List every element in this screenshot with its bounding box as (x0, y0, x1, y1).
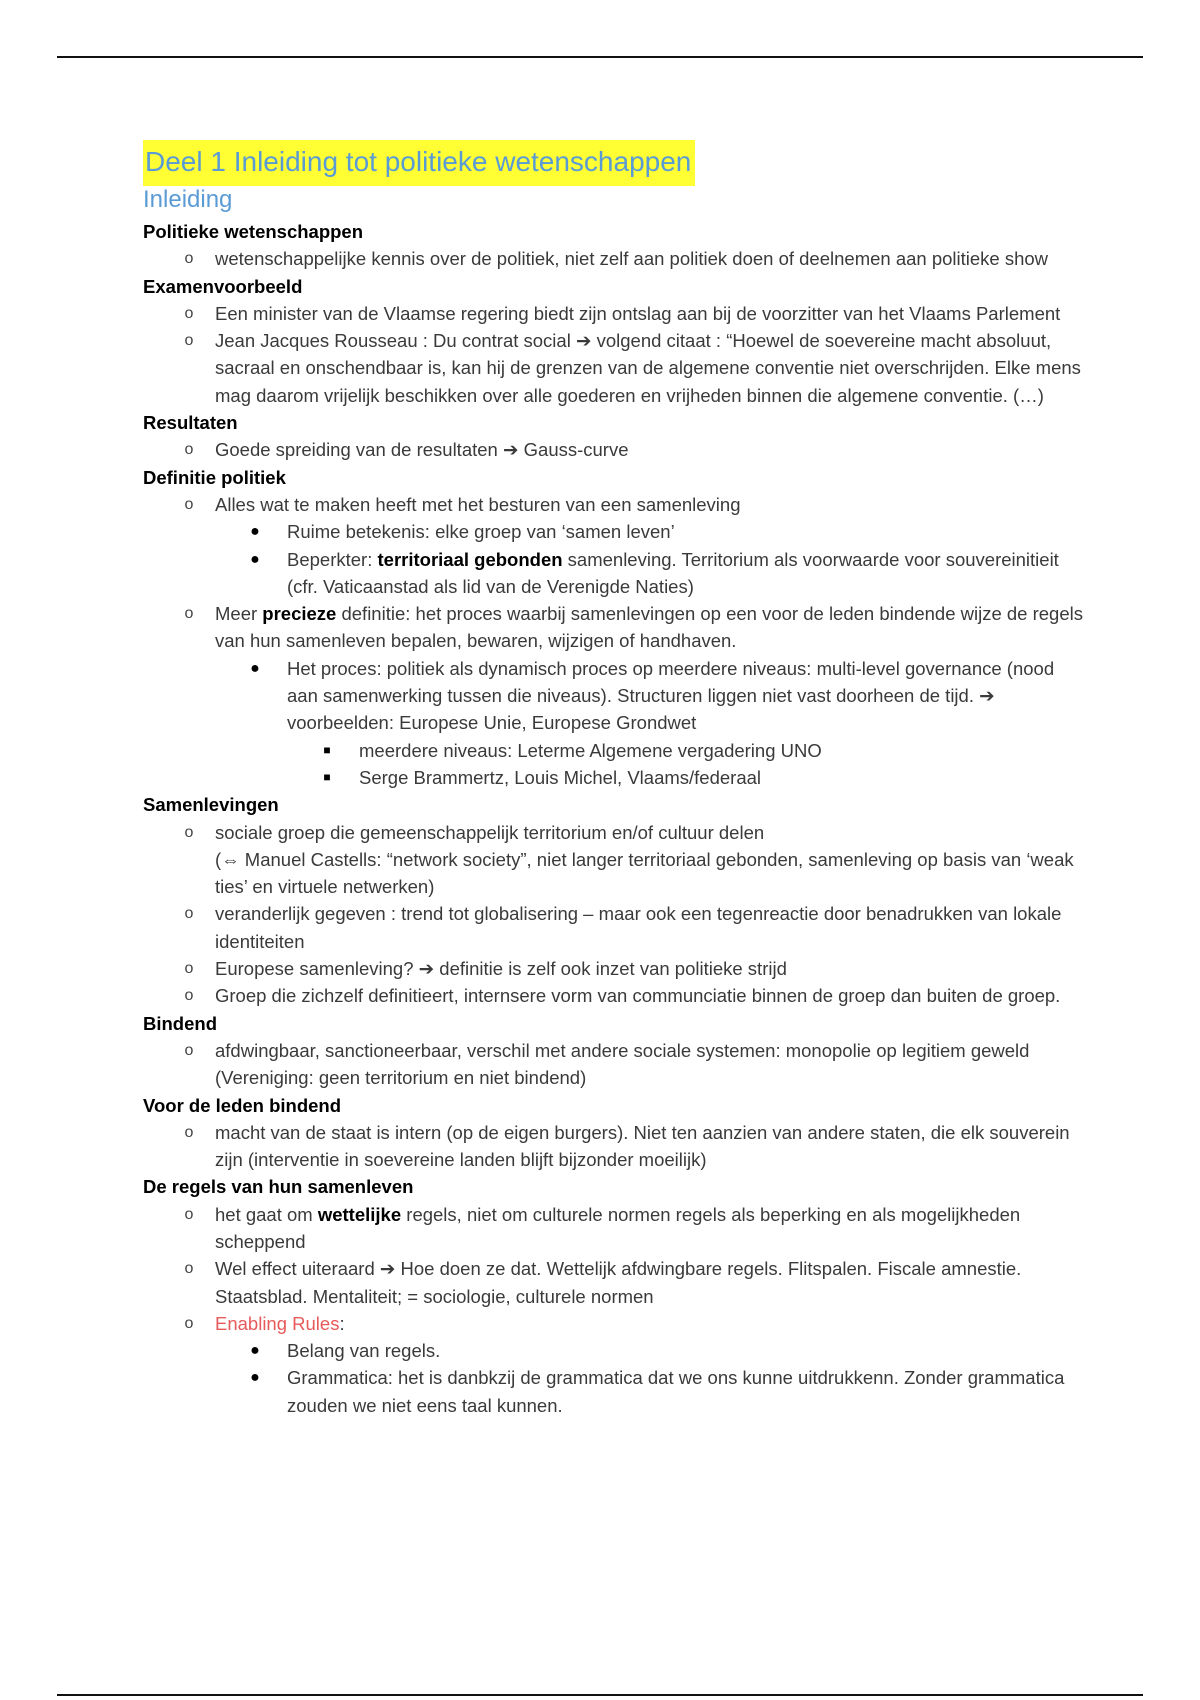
item-text: voorbeelden: Europese Unie, Europese Grondwet (287, 712, 697, 734)
arrow-right-icon: ➔ (502, 439, 519, 461)
item-text: Het proces: politiek als dynamisch proces op meerdere niveaus: multi-level governance (nood aan samenwerking tussen die niveaus). Structuren liggen niet vast doorheen de tijd. (287, 657, 1055, 707)
circle-bullet-icon: o (184, 605, 194, 623)
item-text: macht van de staat is intern (op de eigen burgers). Niet ten aanzien van andere staten, die elk souverein zijn (interventie in soevereine landen blijft bijzonder moeilijk) (215, 1121, 1070, 1171)
item-text: definitie is zelf ook inzet van politieke strijd (434, 958, 787, 980)
circle-bullet-icon: o (184, 823, 194, 841)
circle-bullet-icon: o (184, 1123, 194, 1141)
item-text: Ruime betekenis: elke groep van ‘samen leven’ (287, 521, 675, 543)
emphasis-text: wettelijke (317, 1203, 402, 1225)
circle-bullet-icon: o (184, 1041, 194, 1059)
heading-resultaten: Resultaten (143, 412, 238, 434)
list-item (143, 436, 1083, 463)
list-item (143, 955, 1083, 982)
list-item (143, 1255, 1083, 1310)
circle-bullet-icon: o (184, 250, 194, 268)
heading-de-regels-van-hun-samenleven: De regels van hun samenleven (143, 1176, 414, 1198)
heading-voor-de-leden-bindend: Voor de leden bindend (143, 1094, 342, 1116)
emphasis-text: territoriaal gebonden (377, 548, 563, 570)
list-item (143, 300, 1083, 327)
list-item (143, 245, 1083, 272)
list-item (215, 546, 1083, 601)
list-item (215, 518, 1083, 545)
list-item (143, 1119, 1083, 1174)
item-text: Groep die zichzelf definitieert, internsere vorm van communciatie binnen de groep dan buiten de groep. (215, 985, 1061, 1007)
arrow-right-icon: ➔ (379, 1258, 396, 1280)
list (143, 819, 1083, 1010)
sublist (215, 1337, 1083, 1419)
list-item (143, 1201, 1083, 1256)
item-text: het gaat om (215, 1203, 318, 1225)
disc-bullet-icon: ● (250, 659, 260, 677)
item-text: wetenschappelijke kennis over de politiek, niet zelf aan politiek doen of deelnemen aan politieke show (215, 248, 1049, 270)
item-text: regels, niet om culturele normen regels als beperking en als mogelijkheden scheppend (215, 1203, 1021, 1252)
disc-bullet-icon: ● (250, 550, 260, 568)
list-item (287, 737, 1083, 764)
section-subtitle: Inleiding (143, 186, 233, 213)
sublist (215, 518, 1083, 600)
heading-examenvoorbeeld: Examenvoorbeeld (143, 275, 303, 297)
list (143, 1119, 1083, 1174)
item-text: Wel effect uiteraard (215, 1258, 380, 1280)
heading-definitie-politiek: Definitie politiek (143, 466, 286, 488)
sublist (215, 655, 1083, 791)
item-text: volgend citaat : “Hoewel de soevereine macht absoluut, sacraal en onschendbaar is, kan hij de grenzen van de algemene conventie niet overschrijden. Elke mens mag daarom vrijelijk beschikken over alle goederen en vrijheden binnen die algemene conventie. (…) (215, 330, 1081, 406)
heading-politieke-wetenschappen: Politieke wetenschappen (143, 221, 364, 242)
circle-bullet-icon: o (184, 1314, 194, 1332)
list-item (143, 900, 1083, 955)
item-text: Belang van regels. (287, 1340, 441, 1362)
list-item (143, 491, 1083, 600)
item-text: samenleving. Territorium als voorwaarde voor souvereinitieit (cfr. Vaticaanstad als lid van de Verenigde Naties) (287, 548, 1059, 597)
item-text: sociale groep die gemeenschappelijk territorium en/of cultuur delen (215, 821, 765, 843)
item-text: afdwingbaar, sanctioneerbaar, verschil met andere sociale systemen: monopolie op legitiem geweld (Vereniging: geen territorium en niet bindend) (215, 1039, 1030, 1089)
list-item (143, 327, 1083, 409)
square-bullet-icon: ■ (323, 742, 331, 757)
list (143, 1201, 1083, 1419)
item-text: Gauss-curve (518, 439, 629, 461)
list-item (143, 1037, 1083, 1092)
list-item (215, 655, 1083, 791)
sublist (287, 737, 1083, 792)
item-text: (⇔ Manuel Castells: “network society”, niet langer territoriaal gebonden, samenleving op basis van ‘weak ties’ en virtuele netwerken) (215, 848, 1074, 898)
item-text: Goede spreiding van de resultaten (215, 439, 503, 461)
item-text: Meer (215, 603, 263, 625)
heading-bindend: Bindend (143, 1012, 217, 1034)
item-text: Europese samenleving? (215, 958, 419, 980)
page-top-rule (57, 56, 1143, 58)
list (143, 1037, 1083, 1092)
item-text: Hoe doen ze dat. Wettelijk afdwingbare regels. Flitspalen. Fiscale amnestie. Staatsblad. Mentaliteit; = sociologie, culturele normen (215, 1258, 1022, 1307)
list-item (143, 819, 1083, 901)
list (143, 245, 1083, 272)
disc-bullet-icon: ● (250, 523, 260, 541)
circle-bullet-icon: o (184, 987, 194, 1005)
arrow-right-icon: ➔ (418, 958, 435, 980)
circle-bullet-icon: o (184, 304, 194, 322)
square-bullet-icon: ■ (323, 769, 331, 784)
disc-bullet-icon: ● (250, 1342, 260, 1360)
emphasis-text: precieze (262, 603, 337, 625)
page-title: Deel 1 Inleiding tot politieke wetenschappen (143, 140, 695, 186)
item-text: veranderlijk gegeven : trend tot globalisering – maar ook een tegenreactie door benadrukken van lokale identiteiten (215, 903, 1062, 952)
circle-bullet-icon: o (184, 1205, 194, 1223)
list-item (143, 1310, 1083, 1419)
circle-bullet-icon: o (184, 332, 194, 350)
circle-bullet-icon: o (184, 441, 194, 459)
item-text: Serge Brammertz, Louis Michel, Vlaams/federaal (359, 766, 762, 788)
title-row (143, 140, 1083, 184)
list (143, 300, 1083, 409)
list-item (215, 1337, 1083, 1364)
item-text: Grammatica: het is danbkzij de grammatica dat we ons kunne uitdrukkenn. Zonder grammatica zouden we niet eens taal kunnen. (287, 1367, 1065, 1416)
enabling-rules-label: Enabling Rules (215, 1312, 340, 1334)
item-text: Een minister van de Vlaamse regering biedt zijn ontslag aan bij de voorzitter van het Vlaams Parlement (215, 302, 1061, 324)
arrow-right-icon: ➔ (979, 685, 995, 707)
list-item (215, 1364, 1083, 1419)
list (143, 436, 1083, 463)
circle-bullet-icon: o (184, 905, 194, 923)
item-text: : (339, 1312, 345, 1334)
circle-bullet-icon: o (184, 495, 194, 513)
item-text: Jean Jacques Rousseau : Du contrat social (215, 330, 576, 352)
page-bottom-rule (57, 1694, 1143, 1696)
list-item (287, 764, 1083, 791)
list-item (143, 600, 1083, 791)
heading-samenlevingen: Samenlevingen (143, 794, 279, 816)
arrow-right-icon: ➔ (575, 330, 592, 352)
item-text: meerdere niveaus: Leterme Algemene vergadering UNO (359, 739, 822, 761)
list (143, 491, 1083, 791)
item-text: Alles wat te maken heeft met het besturen van een samenleving (215, 493, 741, 515)
disc-bullet-icon: ● (250, 1369, 260, 1387)
document-body (143, 140, 1083, 1419)
list-item (143, 982, 1083, 1009)
item-text: definitie: het proces waarbij samenlevingen op een voor de leden bindende wijze de regels van hun samenleven bepalen, bewaren, wijzigen of handhaven. (215, 603, 1083, 652)
item-text: Beperkter: (287, 548, 378, 570)
circle-bullet-icon: o (184, 960, 194, 978)
circle-bullet-icon: o (184, 1260, 194, 1278)
